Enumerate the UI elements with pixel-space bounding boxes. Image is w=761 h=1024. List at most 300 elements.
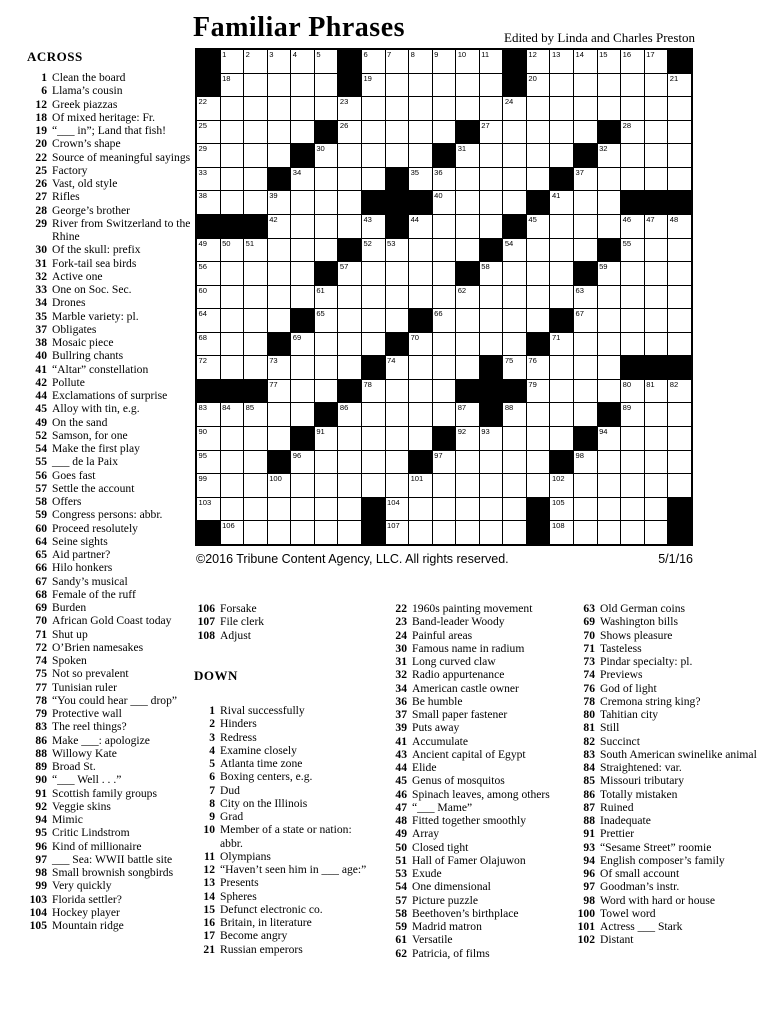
grid-cell[interactable] <box>221 474 244 497</box>
grid-cell[interactable] <box>409 50 432 73</box>
grid-cell[interactable] <box>362 403 385 426</box>
grid-cell[interactable] <box>268 498 291 521</box>
grid-cell[interactable] <box>574 168 597 191</box>
grid-cell[interactable] <box>244 144 267 167</box>
grid-cell[interactable] <box>598 215 621 238</box>
grid-cell[interactable] <box>527 403 550 426</box>
grid-cell[interactable] <box>598 356 621 379</box>
grid-cell[interactable] <box>244 168 267 191</box>
grid-cell[interactable] <box>221 356 244 379</box>
grid-cell[interactable] <box>244 427 267 450</box>
grid-cell[interactable] <box>244 97 267 120</box>
grid-cell[interactable] <box>550 97 573 120</box>
grid-cell[interactable] <box>433 74 456 97</box>
grid-cell[interactable] <box>433 50 456 73</box>
grid-cell[interactable] <box>621 286 644 309</box>
grid-cell[interactable] <box>550 121 573 144</box>
grid-cell[interactable] <box>291 74 314 97</box>
grid-cell[interactable] <box>221 191 244 214</box>
grid-cell[interactable] <box>668 74 691 97</box>
grid-cell[interactable] <box>480 498 503 521</box>
grid-cell[interactable] <box>386 521 409 544</box>
grid-cell[interactable] <box>574 239 597 262</box>
grid-cell[interactable] <box>409 144 432 167</box>
grid-cell[interactable] <box>503 97 526 120</box>
grid-cell[interactable] <box>433 498 456 521</box>
grid-cell[interactable] <box>621 498 644 521</box>
grid-cell[interactable] <box>221 521 244 544</box>
grid-cell[interactable] <box>598 50 621 73</box>
grid-cell[interactable] <box>291 403 314 426</box>
grid-cell[interactable] <box>268 380 291 403</box>
grid-cell[interactable] <box>550 262 573 285</box>
grid-cell[interactable] <box>315 356 338 379</box>
grid-cell[interactable] <box>527 168 550 191</box>
grid-cell[interactable] <box>668 427 691 450</box>
grid-cell[interactable] <box>621 144 644 167</box>
grid-cell[interactable] <box>598 451 621 474</box>
grid-cell[interactable] <box>221 121 244 144</box>
grid-cell[interactable] <box>503 498 526 521</box>
grid-cell[interactable] <box>668 403 691 426</box>
grid-cell[interactable] <box>409 380 432 403</box>
grid-cell[interactable] <box>480 121 503 144</box>
grid-cell[interactable] <box>433 309 456 332</box>
grid-cell[interactable] <box>338 215 361 238</box>
grid-cell[interactable] <box>362 121 385 144</box>
grid-cell[interactable] <box>574 74 597 97</box>
grid-cell[interactable] <box>550 191 573 214</box>
grid-cell[interactable] <box>221 168 244 191</box>
grid-cell[interactable] <box>668 168 691 191</box>
grid-cell[interactable] <box>574 191 597 214</box>
grid-cell[interactable] <box>409 239 432 262</box>
grid-cell[interactable] <box>621 474 644 497</box>
grid-cell[interactable] <box>221 333 244 356</box>
grid-cell[interactable] <box>480 521 503 544</box>
grid-cell[interactable] <box>291 97 314 120</box>
grid-cell[interactable] <box>527 286 550 309</box>
grid-cell[interactable] <box>527 309 550 332</box>
grid-cell[interactable] <box>409 286 432 309</box>
grid-cell[interactable] <box>197 309 220 332</box>
grid-cell[interactable] <box>362 427 385 450</box>
grid-cell[interactable] <box>386 239 409 262</box>
grid-cell[interactable] <box>645 239 668 262</box>
grid-cell[interactable] <box>621 427 644 450</box>
grid-cell[interactable] <box>527 144 550 167</box>
grid-cell[interactable] <box>527 474 550 497</box>
grid-cell[interactable] <box>433 380 456 403</box>
grid-cell[interactable] <box>433 191 456 214</box>
grid-cell[interactable] <box>645 521 668 544</box>
grid-cell[interactable] <box>338 333 361 356</box>
grid-cell[interactable] <box>197 451 220 474</box>
grid-cell[interactable] <box>362 262 385 285</box>
grid-cell[interactable] <box>668 333 691 356</box>
grid-cell[interactable] <box>221 144 244 167</box>
grid-cell[interactable] <box>456 50 479 73</box>
grid-cell[interactable] <box>621 168 644 191</box>
grid-cell[interactable] <box>244 191 267 214</box>
grid-cell[interactable] <box>268 474 291 497</box>
grid-cell[interactable] <box>409 97 432 120</box>
grid-cell[interactable] <box>291 333 314 356</box>
grid-cell[interactable] <box>221 97 244 120</box>
grid-cell[interactable] <box>480 309 503 332</box>
grid-cell[interactable] <box>621 309 644 332</box>
grid-cell[interactable] <box>291 121 314 144</box>
grid-cell[interactable] <box>244 50 267 73</box>
grid-cell[interactable] <box>503 144 526 167</box>
grid-cell[interactable] <box>386 286 409 309</box>
grid-cell[interactable] <box>645 286 668 309</box>
grid-cell[interactable] <box>480 144 503 167</box>
grid-cell[interactable] <box>550 333 573 356</box>
grid-cell[interactable] <box>386 121 409 144</box>
grid-cell[interactable] <box>645 427 668 450</box>
grid-cell[interactable] <box>645 451 668 474</box>
grid-cell[interactable] <box>668 97 691 120</box>
grid-cell[interactable] <box>362 286 385 309</box>
grid-cell[interactable] <box>386 262 409 285</box>
grid-cell[interactable] <box>268 97 291 120</box>
grid-cell[interactable] <box>362 50 385 73</box>
grid-cell[interactable] <box>668 286 691 309</box>
grid-cell[interactable] <box>456 403 479 426</box>
grid-cell[interactable] <box>409 427 432 450</box>
grid-cell[interactable] <box>621 74 644 97</box>
grid-cell[interactable] <box>362 309 385 332</box>
grid-cell[interactable] <box>621 215 644 238</box>
grid-cell[interactable] <box>668 380 691 403</box>
grid-cell[interactable] <box>268 403 291 426</box>
grid-cell[interactable] <box>433 121 456 144</box>
grid-cell[interactable] <box>197 262 220 285</box>
grid-cell[interactable] <box>480 215 503 238</box>
grid-cell[interactable] <box>456 474 479 497</box>
grid-cell[interactable] <box>338 121 361 144</box>
grid-cell[interactable] <box>409 74 432 97</box>
grid-cell[interactable] <box>268 427 291 450</box>
grid-cell[interactable] <box>598 191 621 214</box>
grid-cell[interactable] <box>480 286 503 309</box>
grid-cell[interactable] <box>527 50 550 73</box>
grid-cell[interactable] <box>197 474 220 497</box>
grid-cell[interactable] <box>527 121 550 144</box>
grid-cell[interactable] <box>503 168 526 191</box>
grid-cell[interactable] <box>503 333 526 356</box>
grid-cell[interactable] <box>386 380 409 403</box>
grid-cell[interactable] <box>268 215 291 238</box>
grid-cell[interactable] <box>456 286 479 309</box>
grid-cell[interactable] <box>291 380 314 403</box>
grid-cell[interactable] <box>527 74 550 97</box>
grid-cell[interactable] <box>315 521 338 544</box>
grid-cell[interactable] <box>268 121 291 144</box>
grid-cell[interactable] <box>645 168 668 191</box>
grid-cell[interactable] <box>621 333 644 356</box>
grid-cell[interactable] <box>668 309 691 332</box>
grid-cell[interactable] <box>409 498 432 521</box>
grid-cell[interactable] <box>621 121 644 144</box>
grid-cell[interactable] <box>480 451 503 474</box>
grid-cell[interactable] <box>503 356 526 379</box>
grid-cell[interactable] <box>550 74 573 97</box>
grid-cell[interactable] <box>268 262 291 285</box>
grid-cell[interactable] <box>268 191 291 214</box>
grid-cell[interactable] <box>221 50 244 73</box>
grid-cell[interactable] <box>386 356 409 379</box>
grid-cell[interactable] <box>668 474 691 497</box>
grid-cell[interactable] <box>456 74 479 97</box>
grid-cell[interactable] <box>621 97 644 120</box>
grid-cell[interactable] <box>503 191 526 214</box>
grid-cell[interactable] <box>315 474 338 497</box>
grid-cell[interactable] <box>433 286 456 309</box>
grid-cell[interactable] <box>197 168 220 191</box>
grid-cell[interactable] <box>244 451 267 474</box>
grid-cell[interactable] <box>503 121 526 144</box>
grid-cell[interactable] <box>574 121 597 144</box>
grid-cell[interactable] <box>244 356 267 379</box>
grid-cell[interactable] <box>550 521 573 544</box>
grid-cell[interactable] <box>668 451 691 474</box>
grid-cell[interactable] <box>550 215 573 238</box>
grid-cell[interactable] <box>598 474 621 497</box>
grid-cell[interactable] <box>362 168 385 191</box>
grid-cell[interactable] <box>244 333 267 356</box>
grid-cell[interactable] <box>598 168 621 191</box>
grid-cell[interactable] <box>338 286 361 309</box>
grid-cell[interactable] <box>268 521 291 544</box>
grid-cell[interactable] <box>598 427 621 450</box>
grid-cell[interactable] <box>315 215 338 238</box>
grid-cell[interactable] <box>409 121 432 144</box>
grid-cell[interactable] <box>409 262 432 285</box>
grid-cell[interactable] <box>244 521 267 544</box>
grid-cell[interactable] <box>456 427 479 450</box>
grid-cell[interactable] <box>338 451 361 474</box>
grid-cell[interactable] <box>480 427 503 450</box>
grid-cell[interactable] <box>244 262 267 285</box>
grid-cell[interactable] <box>338 521 361 544</box>
grid-cell[interactable] <box>244 474 267 497</box>
grid-cell[interactable] <box>433 521 456 544</box>
grid-cell[interactable] <box>362 380 385 403</box>
grid-cell[interactable] <box>598 286 621 309</box>
grid-cell[interactable] <box>268 309 291 332</box>
grid-cell[interactable] <box>456 333 479 356</box>
grid-cell[interactable] <box>645 309 668 332</box>
grid-cell[interactable] <box>645 333 668 356</box>
grid-cell[interactable] <box>433 451 456 474</box>
grid-cell[interactable] <box>315 286 338 309</box>
grid-cell[interactable] <box>668 215 691 238</box>
grid-cell[interactable] <box>433 474 456 497</box>
grid-cell[interactable] <box>574 356 597 379</box>
grid-cell[interactable] <box>621 262 644 285</box>
grid-cell[interactable] <box>386 403 409 426</box>
grid-cell[interactable] <box>433 215 456 238</box>
grid-cell[interactable] <box>503 521 526 544</box>
grid-cell[interactable] <box>574 474 597 497</box>
grid-cell[interactable] <box>291 286 314 309</box>
grid-cell[interactable] <box>268 286 291 309</box>
grid-cell[interactable] <box>621 403 644 426</box>
grid-cell[interactable] <box>386 309 409 332</box>
grid-cell[interactable] <box>456 239 479 262</box>
grid-cell[interactable] <box>221 498 244 521</box>
grid-cell[interactable] <box>456 191 479 214</box>
grid-cell[interactable] <box>527 451 550 474</box>
grid-cell[interactable] <box>645 74 668 97</box>
grid-cell[interactable] <box>362 333 385 356</box>
grid-cell[interactable] <box>574 309 597 332</box>
grid-cell[interactable] <box>315 50 338 73</box>
grid-cell[interactable] <box>645 262 668 285</box>
grid-cell[interactable] <box>598 333 621 356</box>
grid-cell[interactable] <box>315 498 338 521</box>
grid-cell[interactable] <box>338 356 361 379</box>
grid-cell[interactable] <box>456 521 479 544</box>
grid-cell[interactable] <box>268 356 291 379</box>
grid-cell[interactable] <box>244 286 267 309</box>
grid-cell[interactable] <box>338 262 361 285</box>
grid-cell[interactable] <box>433 356 456 379</box>
grid-cell[interactable] <box>433 168 456 191</box>
grid-cell[interactable] <box>291 215 314 238</box>
grid-cell[interactable] <box>221 451 244 474</box>
grid-cell[interactable] <box>409 333 432 356</box>
grid-cell[interactable] <box>409 215 432 238</box>
grid-cell[interactable] <box>645 403 668 426</box>
grid-cell[interactable] <box>268 144 291 167</box>
grid-cell[interactable] <box>480 74 503 97</box>
grid-cell[interactable] <box>480 474 503 497</box>
grid-cell[interactable] <box>197 191 220 214</box>
grid-cell[interactable] <box>621 50 644 73</box>
grid-cell[interactable] <box>386 451 409 474</box>
grid-cell[interactable] <box>527 97 550 120</box>
grid-cell[interactable] <box>456 498 479 521</box>
grid-cell[interactable] <box>456 168 479 191</box>
grid-cell[interactable] <box>244 74 267 97</box>
grid-cell[interactable] <box>409 403 432 426</box>
grid-cell[interactable] <box>433 262 456 285</box>
grid-cell[interactable] <box>480 191 503 214</box>
grid-cell[interactable] <box>456 356 479 379</box>
grid-cell[interactable] <box>527 356 550 379</box>
grid-cell[interactable] <box>480 333 503 356</box>
grid-cell[interactable] <box>338 498 361 521</box>
grid-cell[interactable] <box>197 239 220 262</box>
grid-cell[interactable] <box>574 215 597 238</box>
grid-cell[interactable] <box>574 403 597 426</box>
grid-cell[interactable] <box>221 262 244 285</box>
grid-cell[interactable] <box>668 239 691 262</box>
grid-cell[interactable] <box>197 427 220 450</box>
grid-cell[interactable] <box>598 498 621 521</box>
grid-cell[interactable] <box>338 191 361 214</box>
grid-cell[interactable] <box>221 286 244 309</box>
grid-cell[interactable] <box>527 427 550 450</box>
grid-cell[interactable] <box>315 333 338 356</box>
grid-cell[interactable] <box>291 168 314 191</box>
grid-cell[interactable] <box>503 309 526 332</box>
grid-cell[interactable] <box>315 309 338 332</box>
grid-cell[interactable] <box>527 239 550 262</box>
grid-cell[interactable] <box>386 50 409 73</box>
grid-cell[interactable] <box>574 97 597 120</box>
grid-cell[interactable] <box>574 333 597 356</box>
grid-cell[interactable] <box>315 239 338 262</box>
grid-cell[interactable] <box>550 239 573 262</box>
grid-cell[interactable] <box>386 144 409 167</box>
grid-cell[interactable] <box>550 356 573 379</box>
grid-cell[interactable] <box>527 215 550 238</box>
grid-cell[interactable] <box>598 74 621 97</box>
grid-cell[interactable] <box>550 403 573 426</box>
grid-cell[interactable] <box>197 97 220 120</box>
grid-cell[interactable] <box>338 403 361 426</box>
grid-cell[interactable] <box>338 309 361 332</box>
grid-cell[interactable] <box>409 521 432 544</box>
grid-cell[interactable] <box>244 403 267 426</box>
grid-cell[interactable] <box>362 215 385 238</box>
grid-cell[interactable] <box>456 97 479 120</box>
grid-cell[interactable] <box>221 403 244 426</box>
grid-cell[interactable] <box>338 168 361 191</box>
grid-cell[interactable] <box>456 215 479 238</box>
grid-cell[interactable] <box>315 97 338 120</box>
grid-cell[interactable] <box>362 239 385 262</box>
grid-cell[interactable] <box>409 474 432 497</box>
grid-cell[interactable] <box>433 333 456 356</box>
grid-cell[interactable] <box>598 144 621 167</box>
grid-cell[interactable] <box>221 74 244 97</box>
grid-cell[interactable] <box>503 262 526 285</box>
grid-cell[interactable] <box>197 144 220 167</box>
grid-cell[interactable] <box>244 309 267 332</box>
grid-cell[interactable] <box>386 427 409 450</box>
grid-cell[interactable] <box>598 309 621 332</box>
grid-cell[interactable] <box>621 239 644 262</box>
grid-cell[interactable] <box>362 74 385 97</box>
grid-cell[interactable] <box>291 262 314 285</box>
grid-cell[interactable] <box>668 262 691 285</box>
grid-cell[interactable] <box>433 97 456 120</box>
grid-cell[interactable] <box>645 380 668 403</box>
grid-cell[interactable] <box>574 50 597 73</box>
grid-cell[interactable] <box>621 521 644 544</box>
grid-cell[interactable] <box>574 498 597 521</box>
grid-cell[interactable] <box>503 427 526 450</box>
grid-cell[interactable] <box>480 168 503 191</box>
grid-cell[interactable] <box>315 144 338 167</box>
grid-cell[interactable] <box>645 121 668 144</box>
grid-cell[interactable] <box>291 239 314 262</box>
grid-cell[interactable] <box>386 498 409 521</box>
grid-cell[interactable] <box>574 380 597 403</box>
grid-cell[interactable] <box>574 451 597 474</box>
grid-cell[interactable] <box>362 451 385 474</box>
grid-cell[interactable] <box>244 239 267 262</box>
grid-cell[interactable] <box>315 191 338 214</box>
grid-cell[interactable] <box>668 121 691 144</box>
grid-cell[interactable] <box>621 451 644 474</box>
grid-cell[interactable] <box>362 474 385 497</box>
